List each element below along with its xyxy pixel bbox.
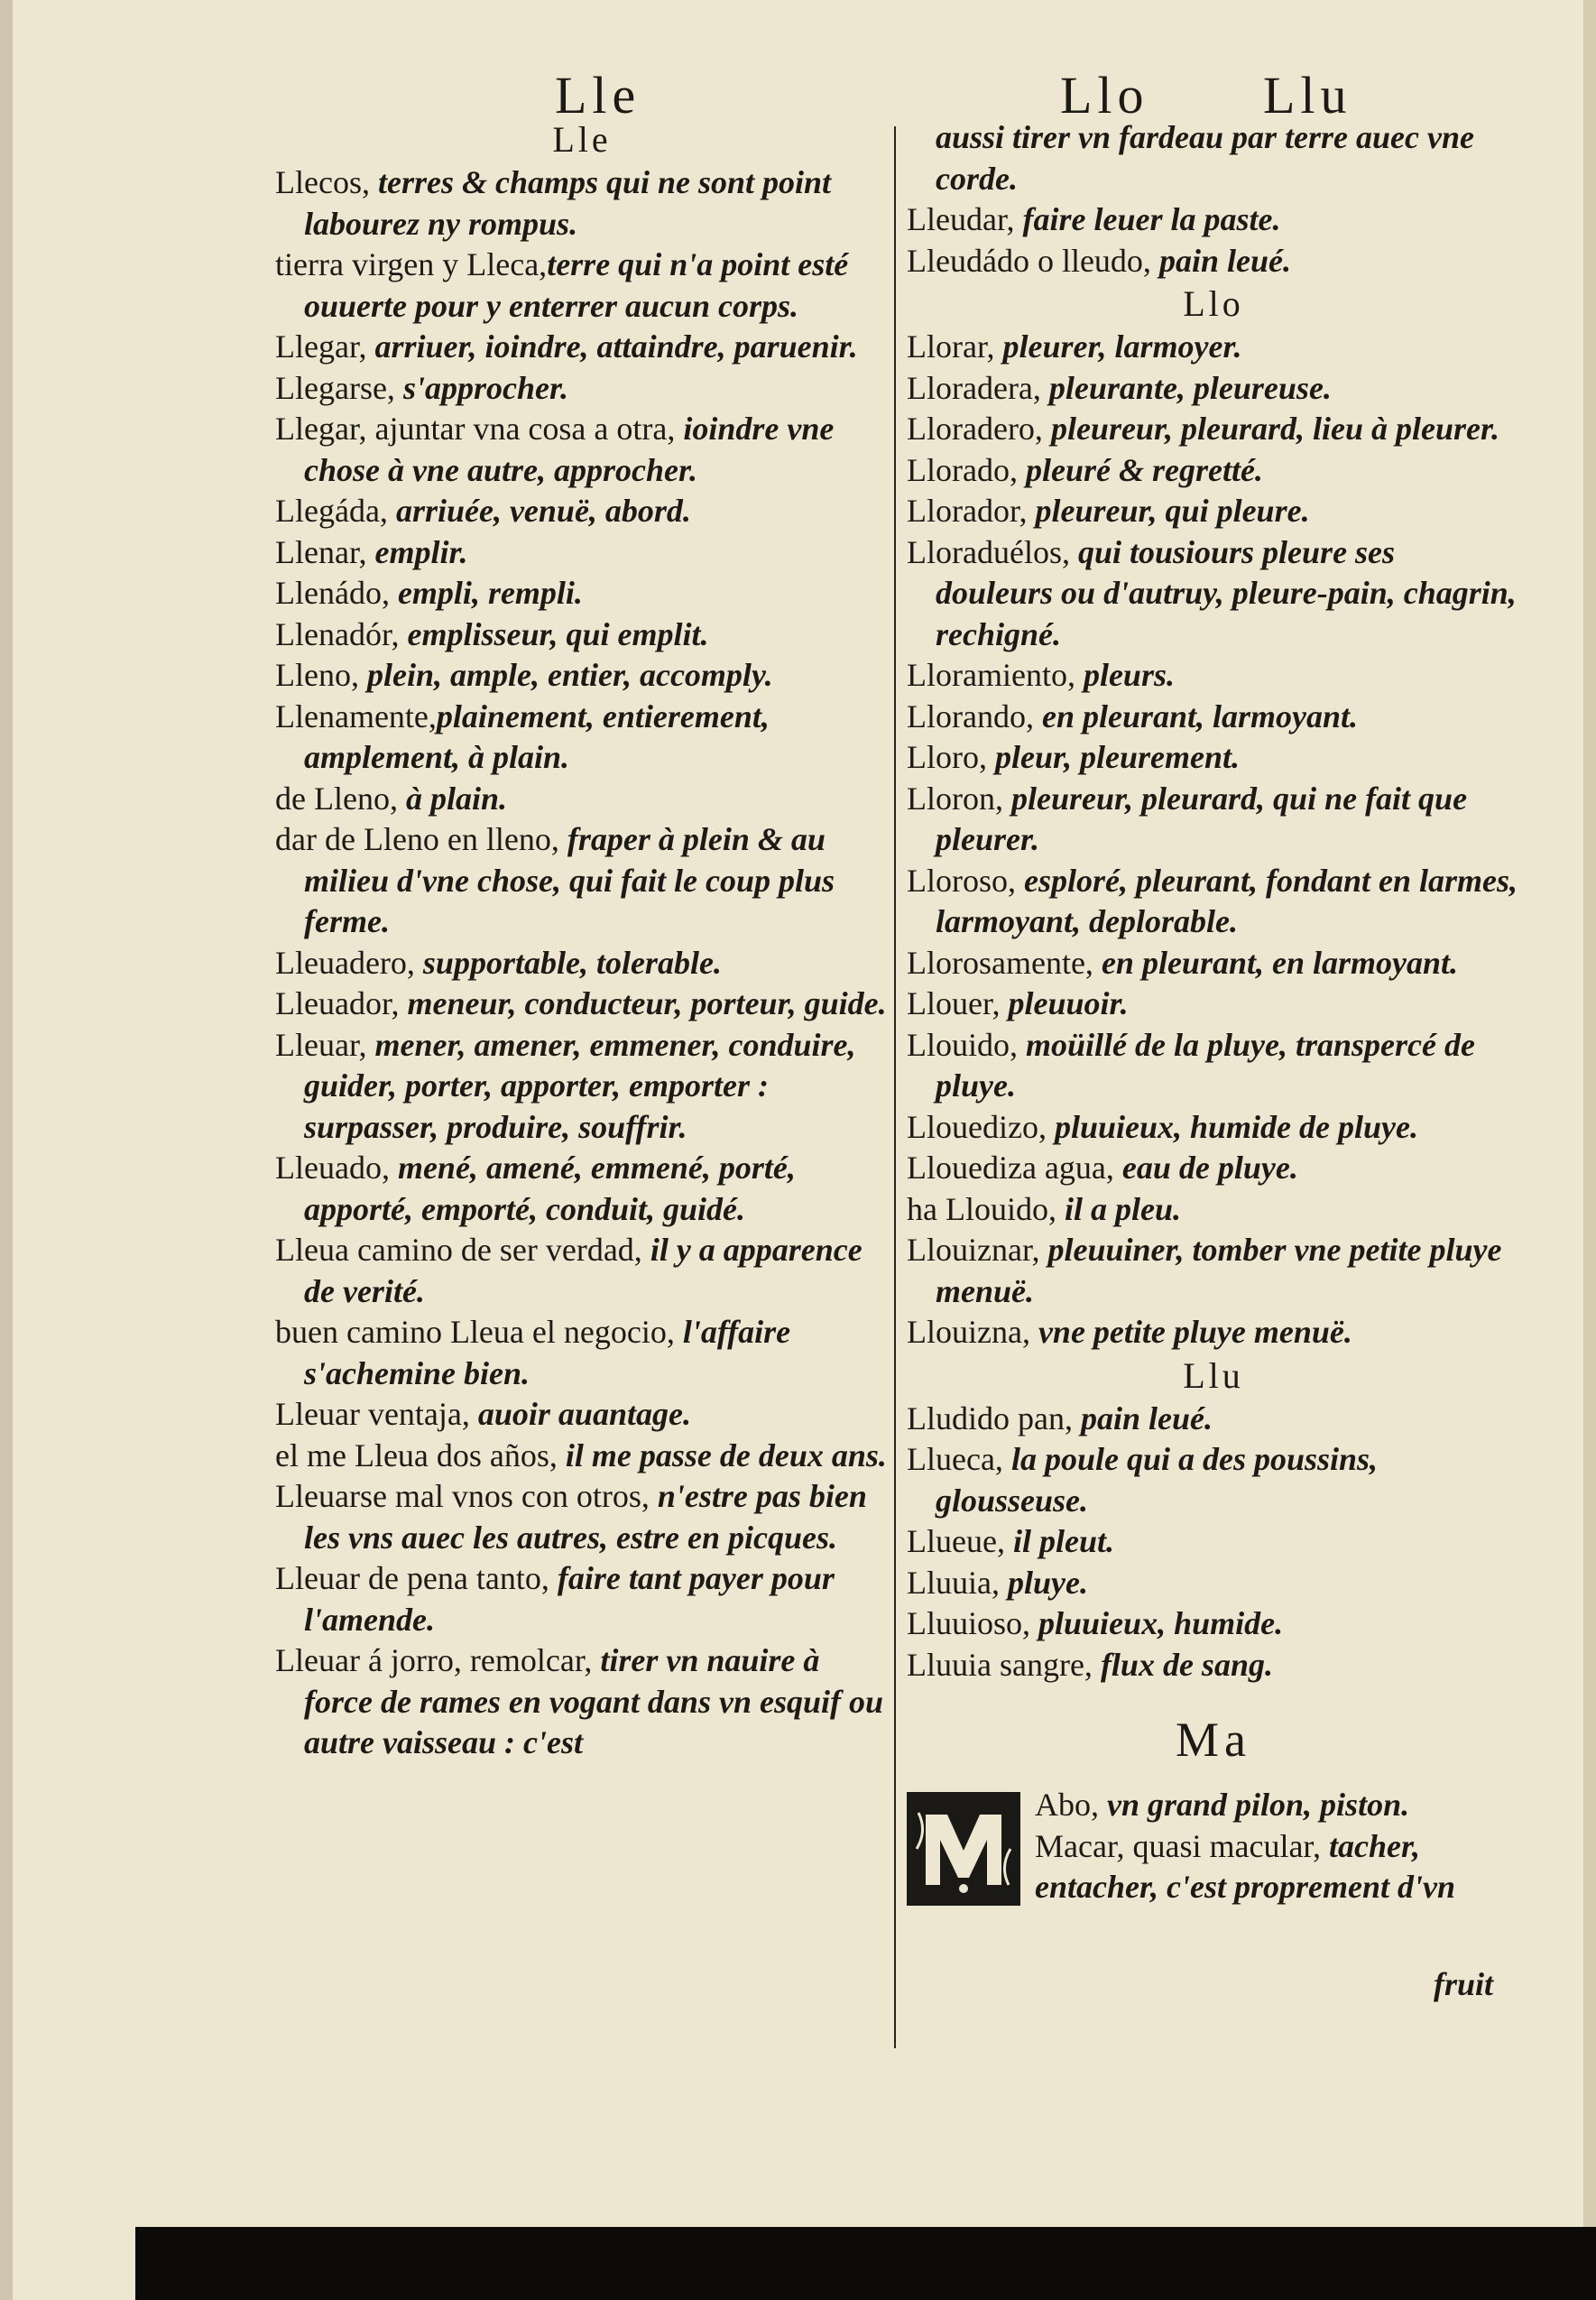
entry-french-definition: il pleut. [1012, 1523, 1114, 1559]
dictionary-entry [275, 1148, 889, 1230]
entry-spanish-term: Lloroso, [907, 862, 1024, 899]
entry-spanish-term: Lleuarse mal vnos con otros, [275, 1478, 658, 1514]
dictionary-entry [907, 655, 1520, 697]
dictionary-entry [907, 1230, 1520, 1312]
entry-spanish-term: Macar, quasi macular, [1035, 1827, 1329, 1864]
entry-french-definition: faire leuer la paste. [1022, 201, 1281, 237]
entry-spanish-term: de Lleno, [275, 780, 406, 817]
left-column [275, 117, 889, 1764]
dictionary-entry [275, 409, 889, 491]
dictionary-entry [275, 1312, 889, 1394]
entry-spanish-term: Llueue, [907, 1523, 1013, 1559]
entry-french-definition: arriuer, ioindre, attaindre, paruenir. [374, 328, 858, 365]
dictionary-entry [907, 199, 1520, 241]
entry-french-definition: tirer vn nauire à force de rames en vogant dans vn esquif ou autre vaisseau : c'est [304, 1642, 883, 1760]
entry-spanish-term: el me Lleua dos años, [275, 1436, 566, 1473]
entry-spanish-term: Lluuioso, [907, 1605, 1039, 1641]
running-head-left: Lle [555, 66, 641, 125]
entry-french-definition: supportable, tolerable. [422, 944, 722, 981]
dictionary-entry [907, 1312, 1520, 1353]
section-heading-llu: Llu [1183, 1354, 1244, 1396]
dictionary-entry [275, 245, 889, 327]
entry-spanish-term: Lleuador, [275, 985, 408, 1021]
entry-spanish-term: Lluuia sangre, [907, 1646, 1101, 1683]
dictionary-entry [275, 491, 889, 532]
entry-french-definition: ioindre vne chose à vne autre, approcher. [304, 411, 835, 488]
entry-french-definition: la poule qui a des poussins, glousseuse. [936, 1441, 1379, 1519]
entry-spanish-term: Lleuar á jorro, remolcar, [275, 1642, 601, 1678]
dictionary-entry [275, 573, 889, 614]
entry-spanish-term: Lleuar de pena tanto, [275, 1560, 558, 1596]
entry-french-definition: pleur, pleurement. [994, 739, 1241, 775]
entry-spanish-term: Llegar, [275, 328, 375, 365]
entry-spanish-term: Lloradera, [907, 369, 1049, 406]
entry-spanish-term: Lloron, [907, 780, 1011, 817]
entry-french-definition: pleureur, qui pleure. [1035, 493, 1310, 529]
entry-spanish-term: Llorador, [907, 493, 1036, 529]
dictionary-entry [275, 819, 889, 943]
dictionary-entry [275, 1476, 889, 1558]
entry-french-definition: plein, ample, entier, accomply. [366, 657, 773, 693]
entry-french-definition: arriuée, venuë, abord. [395, 493, 691, 529]
dictionary-entry [907, 1439, 1520, 1521]
entry-spanish-term: Lleudar, [907, 201, 1023, 237]
dictionary-entry [275, 1025, 889, 1149]
entry-french-definition: l'affaire s'achemine bien. [304, 1314, 791, 1391]
entry-french-definition: il a pleu. [1064, 1190, 1181, 1227]
catchword: fruit [1433, 1966, 1493, 2002]
dictionary-entry [907, 1603, 1520, 1645]
entry-french-definition: pleuré & regretté. [1025, 451, 1263, 488]
entry-french-definition: en pleurant, en larmoyant. [1101, 944, 1458, 981]
entry-spanish-term: Llouido, [907, 1026, 1026, 1063]
entry-spanish-term: tierra virgen y Lleca, [275, 246, 548, 282]
entry-french-definition: esploré, pleurant, fondant en larmes, larmoyant, deplorable. [936, 862, 1518, 939]
running-head-right-llu: Llu [1263, 66, 1352, 125]
entry-french-definition: pleureur, pleurard, lieu à pleurer. [1050, 411, 1500, 447]
entry-french-definition: tacher, entacher, c'est proprement d'vn [1035, 1827, 1455, 1905]
dictionary-entry [275, 162, 889, 245]
dictionary-entry [907, 1399, 1520, 1440]
section-heading-ma: Ma [1176, 1713, 1251, 1767]
entry-spanish-term: Llorado, [907, 451, 1026, 488]
dictionary-entry [907, 737, 1520, 779]
entry-french-definition: empli, rempli. [397, 575, 583, 611]
right-entry-list-llu [907, 1399, 1520, 1686]
entry-spanish-term: Llegar, ajuntar vna cosa a otra, [275, 411, 684, 447]
entry-spanish-term: Llegarse, [275, 369, 403, 406]
dictionary-entry [275, 1394, 889, 1436]
dictionary-entry [275, 697, 889, 779]
dictionary-entry [275, 368, 889, 410]
entry-spanish-term: Llouiznar, [907, 1232, 1048, 1268]
entry-spanish-term: Lleuadero, [275, 944, 423, 981]
section-heading-llo: Llo [1183, 283, 1244, 324]
entry-spanish-term: Llouizna, [907, 1314, 1038, 1350]
entry-spanish-term: Lleuar ventaja, [275, 1396, 478, 1432]
entry-french-definition: en pleurant, larmoyant. [1041, 697, 1359, 734]
entry-french-definition: emplir. [374, 533, 468, 570]
entry-french-definition: plainement, entierement, amplement, à plain. [304, 697, 770, 775]
dictionary-entry [907, 409, 1520, 450]
entry-french-definition: moüillé de la pluye, transpercé de pluye. [936, 1026, 1475, 1104]
entry-spanish-term: Llouer, [907, 985, 1009, 1021]
dictionary-entry [907, 1148, 1520, 1189]
entry-french-definition: faire tant payer pour l'amende. [304, 1560, 835, 1638]
entry-french-definition: pluye. [1007, 1564, 1088, 1601]
dictionary-entry [275, 1436, 889, 1477]
entry-spanish-term: Llouediza agua, [907, 1150, 1122, 1186]
dictionary-entry [275, 984, 889, 1025]
entry-french-definition: s'approcher. [402, 369, 568, 406]
initial-entry [1035, 1826, 1522, 1908]
entry-french-definition: pleuuiner, tomber vne petite pluye menuë. [936, 1232, 1502, 1309]
entry-french-definition: pleuuoir. [1008, 985, 1129, 1021]
entry-french-definition: auoir auantage. [477, 1396, 691, 1432]
entry-spanish-term: dar de Lleno en lleno, [275, 821, 567, 857]
initial-block [907, 1785, 1520, 1965]
entry-french-definition: eau de pluye. [1121, 1150, 1298, 1186]
entry-french-definition: il y a apparence de verité. [304, 1232, 863, 1309]
entry-french-definition: il me passe de deux ans. [565, 1436, 887, 1473]
dictionary-entry [907, 327, 1520, 368]
entry-spanish-term: Llenádo, [275, 575, 398, 611]
dictionary-entry [907, 861, 1520, 943]
dictionary-entry [907, 943, 1520, 984]
entry-spanish-term: Lleuado, [275, 1150, 398, 1186]
entry-spanish-term: Abo, [1035, 1787, 1107, 1823]
entry-french-definition: n'estre pas bien les vns auec les autres, estre en picques. [304, 1478, 867, 1556]
dictionary-entry [275, 1558, 889, 1640]
entry-french-definition: terres & champs qui ne sont point labourez ny rompus. [304, 164, 832, 242]
dictionary-entry [907, 1645, 1520, 1686]
page-edge-left [0, 0, 13, 2300]
entry-spanish-term: Lleno, [275, 657, 367, 693]
dictionary-entry [275, 614, 889, 656]
dictionary-entry [907, 1521, 1520, 1563]
dictionary-entry [275, 1640, 889, 1764]
dictionary-entry [275, 327, 889, 368]
dictionary-entry [907, 450, 1520, 492]
continuation-text [907, 117, 1520, 199]
entry-spanish-term: Lloro, [907, 739, 995, 775]
dictionary-entry [907, 1107, 1520, 1149]
column-divider [894, 126, 896, 2048]
dictionary-entry [907, 779, 1520, 861]
continuation-french: aussi tirer vn fardeau par terre auec vne corde. [936, 119, 1474, 197]
initial-text-lines [1035, 1785, 1522, 1908]
entry-spanish-term: Lludido pan, [907, 1399, 1081, 1436]
entry-french-definition: pleurante, pleureuse. [1048, 369, 1332, 406]
entry-french-definition: mené, amené, emmené, porté, apporté, emporté, conduit, guidé. [304, 1150, 796, 1227]
ornamental-initial-m-icon [907, 1792, 1020, 1906]
left-entry-list [275, 162, 889, 1764]
section-heading-lle: Lle [552, 119, 612, 160]
entry-spanish-term: Llenamente, [275, 697, 437, 734]
dictionary-entry [907, 241, 1520, 282]
entry-spanish-term: Lloraduélos, [907, 533, 1078, 570]
entry-spanish-term: Lloradero, [907, 411, 1051, 447]
entry-french-definition: terre qui n'a point esté ouuerte pour y enterrer aucun corps. [304, 246, 849, 324]
dictionary-entry [907, 984, 1520, 1025]
entry-spanish-term: Lluuia, [907, 1564, 1008, 1601]
dictionary-entry [907, 491, 1520, 532]
entry-french-definition: pleurs. [1083, 657, 1175, 693]
entry-spanish-term: Lleudádo o lleudo, [907, 242, 1159, 279]
dictionary-entry [275, 943, 889, 984]
dictionary-entry [907, 368, 1520, 410]
page-edge-right [1583, 0, 1596, 2300]
dictionary-entry [275, 779, 889, 820]
entry-spanish-term: Llecos, [275, 164, 378, 200]
right-column [907, 117, 1520, 2003]
entry-spanish-term: Llenadór, [275, 615, 408, 652]
dictionary-entry [275, 1230, 889, 1312]
dictionary-entry [907, 1563, 1520, 1604]
entry-french-definition: vn grand pilon, piston. [1107, 1787, 1410, 1823]
entry-french-definition: qui tousiours pleure ses douleurs ou d'autruy, pleure-pain, chagrin, rechigné. [936, 533, 1517, 652]
dictionary-entry [907, 1025, 1520, 1107]
dictionary-entry [907, 697, 1520, 738]
entry-spanish-term: Llouedizo, [907, 1108, 1055, 1145]
entry-french-definition: pain leué. [1158, 242, 1291, 279]
right-entry-list-lleu [907, 199, 1520, 282]
entry-spanish-term: Llegáda, [275, 493, 396, 529]
dictionary-entry [907, 532, 1520, 656]
entry-spanish-term: ha Llouido, [907, 1190, 1065, 1227]
dictionary-entry [907, 1189, 1520, 1231]
entry-spanish-term: Llorosamente, [907, 944, 1102, 981]
entry-spanish-term: Llorar, [907, 328, 1003, 365]
entry-spanish-term: Llueca, [907, 1441, 1011, 1477]
entry-spanish-term: buen camino Lleua el negocio, [275, 1314, 683, 1350]
dictionary-entry [275, 655, 889, 697]
entry-french-definition: pain leué. [1080, 1399, 1213, 1436]
entry-spanish-term: Lleuar, [275, 1026, 375, 1063]
running-head-right-llo: Llo [1060, 66, 1149, 125]
initial-entry [1035, 1785, 1522, 1826]
entry-spanish-term: Lleua camino de ser verdad, [275, 1232, 650, 1268]
scan-shadow-bar [135, 2227, 1596, 2300]
entry-french-definition: pleurer, larmoyer. [1002, 328, 1242, 365]
entry-french-definition: meneur, conducteur, porteur, guide. [407, 985, 887, 1021]
right-entry-list-llo [907, 327, 1520, 1353]
entry-spanish-term: Lloramiento, [907, 657, 1084, 693]
entry-spanish-term: Llenar, [275, 533, 375, 570]
entry-french-definition: pluuieux, humide de pluye. [1054, 1108, 1418, 1145]
entry-french-definition: pleureur, pleurard, qui ne fait que pleurer. [936, 780, 1468, 857]
entry-french-definition: fraper à plein & au milieu d'vne chose, qui fait le coup plus ferme. [304, 821, 835, 939]
entry-french-definition: vne petite pluye menuë. [1038, 1314, 1352, 1350]
entry-french-definition: à plain. [405, 780, 507, 817]
entry-french-definition: pluuieux, humide. [1038, 1605, 1284, 1641]
entry-spanish-term: Llorando, [907, 697, 1042, 734]
dictionary-entry [275, 532, 889, 574]
entry-french-definition: emplisseur, qui emplit. [407, 615, 709, 652]
entry-french-definition: flux de sang. [1100, 1646, 1273, 1683]
entry-french-definition: mener, amener, emmener, conduire, guider, porter, apporter, emporter : surpasser, produire, souffrir. [304, 1026, 856, 1145]
